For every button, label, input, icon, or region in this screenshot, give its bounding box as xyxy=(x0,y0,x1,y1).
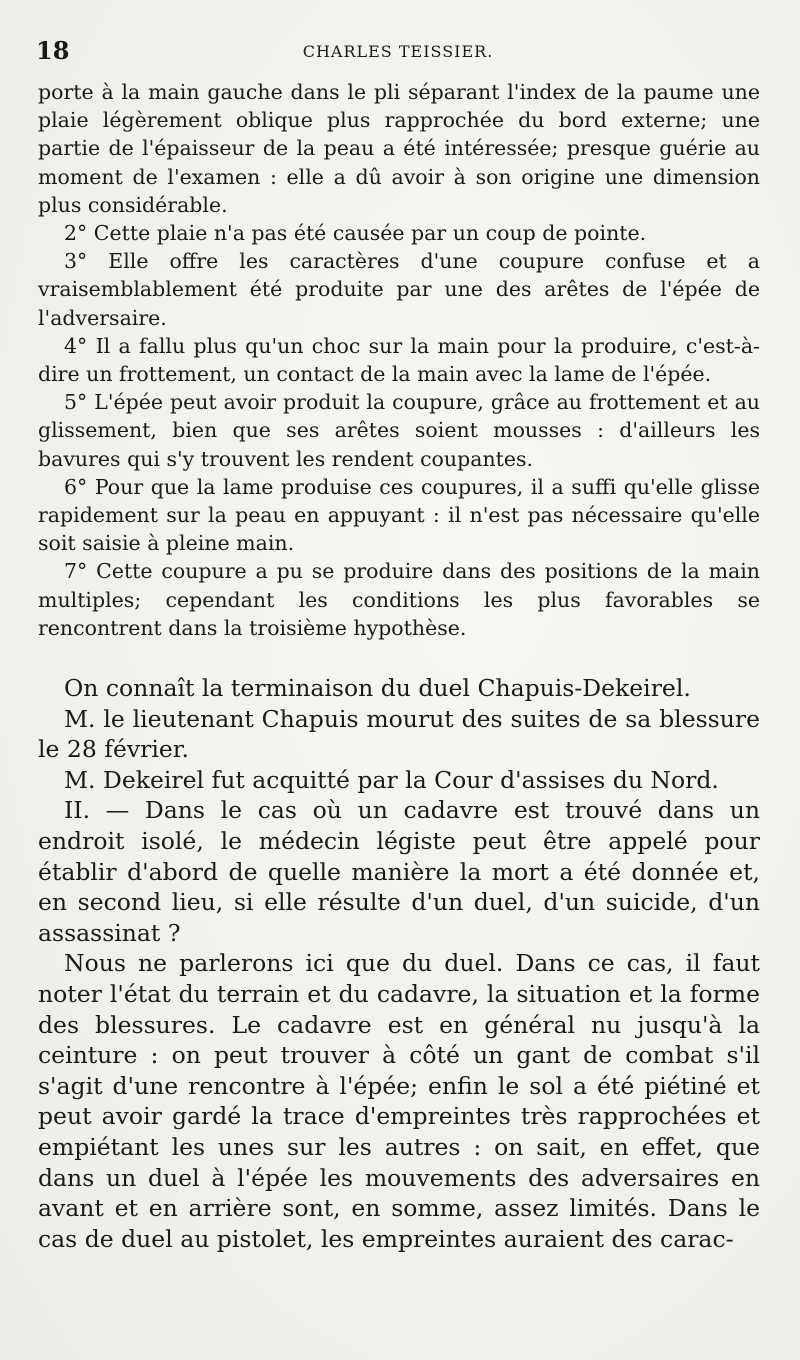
small-text-block xyxy=(38,78,760,642)
paragraph: porte à la main gauche dans le pli séparant l'index de la paume une plaie légèrement oblique plus rapprochée du bord externe; une partie de l'épaisseur de la peau a été intéressée; presque guérie au moment de l'examen : elle a dû avoir à son origine une dimension plus considérable. xyxy=(38,80,760,217)
numbered-item: 4° Il a fallu plus qu'un choc sur la main pour la produire, c'est-à-dire un frottement, un contact de la main avec la lame de l'épée. xyxy=(38,333,760,387)
running-head: CHARLES TEISSIER. xyxy=(302,42,494,61)
page-header xyxy=(36,36,760,66)
paragraph: On connaît la terminaison du duel Chapuis-Dekeirel. xyxy=(64,674,691,702)
main-text-block xyxy=(38,673,760,1254)
numbered-item: 5° L'épée peut avoir produit la coupure, grâce au frottement et au glissement, bien que ses arêtes soient mousses : d'ailleurs les bavures qui s'y trouvent les rendent coupantes. xyxy=(38,390,760,471)
numbered-item: 7° Cette coupure a pu se produire dans des positions de la main multiples; cependant les conditions les plus favorables se rencontrent dans la troisième hypothèse. xyxy=(38,559,760,640)
paragraph: II. — Dans le cas où un cadavre est trouvé dans un endroit isolé, le médecin légiste peut être appelé pour établir d'abord de quelle manière la mort a été donnée et, en second lieu, si elle résulte d'un duel, d'un suicide, d'un assassinat ? xyxy=(38,796,760,947)
paragraph: Nous ne parlerons ici que du duel. Dans ce cas, il faut noter l'état du terrain et du cadavre, la situation et la forme des blessures. Le cadavre est en général nu jusqu'à la ceinture : on peut trouver à côté un gant de combat s'il s'agit d'une rencontre à l'épée; enfin le sol a été piétiné et peut avoir gardé la trace d'empreintes très rapprochées et empiétant les unes sur les autres : on sait, en effet, que dans un duel à l'épée les mouvements des adversaires en avant et en arrière sont, en somme, assez limités. Dans le cas de duel au pistolet, les empreintes auraient des carac- xyxy=(38,949,760,1253)
numbered-item: 3° Elle offre les caractères d'une coupure confuse et a vraisemblablement été produite par une des arêtes de l'épée de l'adversaire. xyxy=(38,249,760,330)
paragraph: M. le lieutenant Chapuis mourut des suites de sa blessure le 28 février. xyxy=(38,704,760,764)
page-number: 18 xyxy=(36,36,70,65)
numbered-item: 6° Pour que la lame produise ces coupures, il a suffi qu'elle glisse rapidement sur la peau en appuyant : il n'est pas nécessaire qu'elle soit saisie à pleine main. xyxy=(38,474,760,556)
paragraph: M. Dekeirel fut acquitté par la Cour d'assises du Nord. xyxy=(64,765,719,794)
numbered-item: 2° Cette plaie n'a pas été causée par un coup de pointe. xyxy=(64,221,647,246)
